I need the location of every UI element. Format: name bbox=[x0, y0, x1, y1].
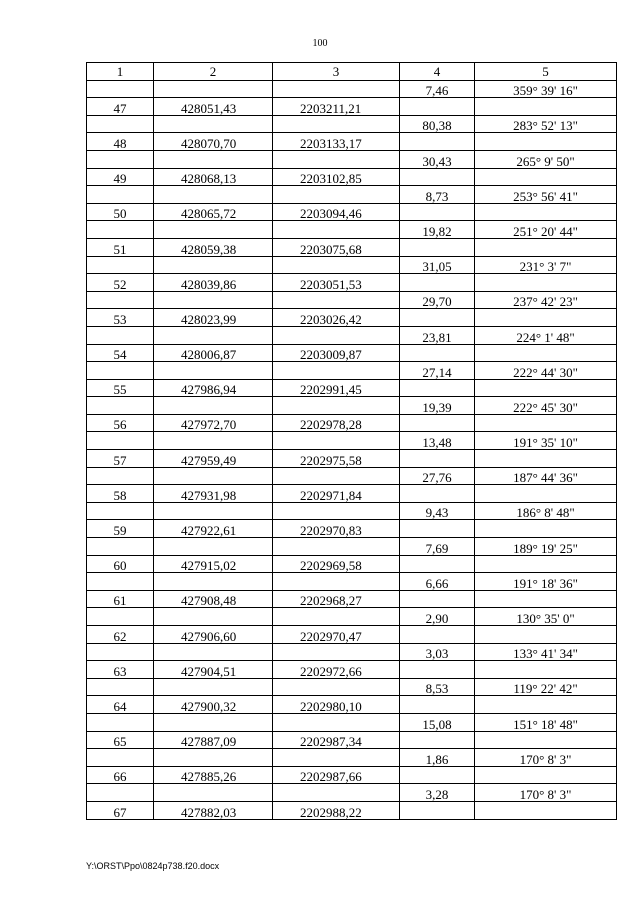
segment-row bbox=[87, 713, 617, 731]
point-number-cell bbox=[87, 643, 154, 661]
y-coordinate-cell bbox=[273, 538, 400, 556]
segment-row bbox=[87, 362, 617, 380]
segment-row bbox=[87, 432, 617, 450]
length-cell bbox=[400, 626, 475, 644]
x-coordinate-cell: 428065,72 bbox=[154, 203, 273, 221]
x-coordinate-cell bbox=[154, 115, 273, 133]
length-cell: 19,39 bbox=[400, 397, 475, 415]
y-coordinate-cell bbox=[273, 713, 400, 731]
y-coordinate-cell: 2203026,42 bbox=[273, 309, 400, 327]
y-coordinate-cell bbox=[273, 150, 400, 168]
direction-angle-cell bbox=[475, 801, 617, 819]
y-coordinate-cell: 2202968,27 bbox=[273, 590, 400, 608]
x-coordinate-cell: 427882,03 bbox=[154, 801, 273, 819]
x-coordinate-cell bbox=[154, 432, 273, 450]
segment-row bbox=[87, 150, 617, 168]
y-coordinate-cell: 2202980,10 bbox=[273, 696, 400, 714]
y-coordinate-cell bbox=[273, 221, 400, 239]
point-row bbox=[87, 766, 617, 784]
segment-row bbox=[87, 186, 617, 204]
point-row bbox=[87, 274, 617, 292]
direction-angle-cell: 170° 8' 3" bbox=[475, 749, 617, 767]
point-number-cell bbox=[87, 221, 154, 239]
direction-angle-cell: 133° 41' 34" bbox=[475, 643, 617, 661]
x-coordinate-cell bbox=[154, 713, 273, 731]
y-coordinate-cell bbox=[273, 256, 400, 274]
y-coordinate-cell bbox=[273, 502, 400, 520]
x-coordinate-cell bbox=[154, 749, 273, 767]
direction-angle-cell: 231° 3' 7" bbox=[475, 256, 617, 274]
segment-row bbox=[87, 643, 617, 661]
point-row bbox=[87, 344, 617, 362]
y-coordinate-cell bbox=[273, 80, 400, 98]
point-number-cell: 59 bbox=[87, 520, 154, 538]
point-number-cell bbox=[87, 397, 154, 415]
direction-angle-cell: 187° 44' 36" bbox=[475, 467, 617, 485]
x-coordinate-cell: 428023,99 bbox=[154, 309, 273, 327]
x-coordinate-cell bbox=[154, 643, 273, 661]
x-coordinate-cell bbox=[154, 326, 273, 344]
x-coordinate-cell: 428068,13 bbox=[154, 168, 273, 186]
segment-row bbox=[87, 326, 617, 344]
direction-angle-cell: 119° 22' 42" bbox=[475, 678, 617, 696]
direction-angle-cell: 265° 9' 50" bbox=[475, 150, 617, 168]
direction-angle-cell bbox=[475, 238, 617, 256]
direction-angle-cell bbox=[475, 590, 617, 608]
direction-angle-cell: 283° 52' 13" bbox=[475, 115, 617, 133]
point-number-cell: 62 bbox=[87, 626, 154, 644]
y-coordinate-cell bbox=[273, 467, 400, 485]
length-cell bbox=[400, 801, 475, 819]
x-coordinate-cell bbox=[154, 784, 273, 802]
point-number-cell bbox=[87, 362, 154, 380]
length-cell: 7,46 bbox=[400, 80, 475, 98]
length-cell: 31,05 bbox=[400, 256, 475, 274]
length-cell: 6,66 bbox=[400, 573, 475, 591]
point-number-cell bbox=[87, 608, 154, 626]
length-cell bbox=[400, 379, 475, 397]
length-cell: 30,43 bbox=[400, 150, 475, 168]
direction-angle-cell: 186° 8' 48" bbox=[475, 502, 617, 520]
x-coordinate-cell bbox=[154, 150, 273, 168]
column-header-2: 2 bbox=[154, 63, 273, 81]
direction-angle-cell bbox=[475, 344, 617, 362]
y-coordinate-cell bbox=[273, 608, 400, 626]
direction-angle-cell bbox=[475, 98, 617, 116]
y-coordinate-cell bbox=[273, 573, 400, 591]
column-header-3: 3 bbox=[273, 63, 400, 81]
length-cell: 3,28 bbox=[400, 784, 475, 802]
segment-row bbox=[87, 608, 617, 626]
length-cell bbox=[400, 696, 475, 714]
y-coordinate-cell: 2203075,68 bbox=[273, 238, 400, 256]
coordinates-table bbox=[86, 62, 617, 820]
point-number-cell bbox=[87, 291, 154, 309]
point-number-cell bbox=[87, 502, 154, 520]
segment-row bbox=[87, 397, 617, 415]
direction-angle-cell bbox=[475, 414, 617, 432]
length-cell bbox=[400, 414, 475, 432]
length-cell: 9,43 bbox=[400, 502, 475, 520]
x-coordinate-cell bbox=[154, 467, 273, 485]
point-number-cell bbox=[87, 186, 154, 204]
length-cell: 19,82 bbox=[400, 221, 475, 239]
y-coordinate-cell bbox=[273, 784, 400, 802]
segment-row bbox=[87, 291, 617, 309]
x-coordinate-cell: 427959,49 bbox=[154, 450, 273, 468]
page-number: 100 bbox=[312, 38, 328, 49]
x-coordinate-cell: 427908,48 bbox=[154, 590, 273, 608]
length-cell: 2,90 bbox=[400, 608, 475, 626]
length-cell: 29,70 bbox=[400, 291, 475, 309]
point-row bbox=[87, 661, 617, 679]
point-row bbox=[87, 520, 617, 538]
y-coordinate-cell: 2202991,45 bbox=[273, 379, 400, 397]
y-coordinate-cell: 2203102,85 bbox=[273, 168, 400, 186]
segment-row bbox=[87, 573, 617, 591]
point-number-cell: 65 bbox=[87, 731, 154, 749]
table-header-row bbox=[87, 63, 617, 81]
point-number-cell bbox=[87, 467, 154, 485]
direction-angle-cell: 191° 18' 36" bbox=[475, 573, 617, 591]
point-number-cell bbox=[87, 573, 154, 591]
x-coordinate-cell: 428006,87 bbox=[154, 344, 273, 362]
length-cell bbox=[400, 661, 475, 679]
direction-angle-cell: 222° 45' 30" bbox=[475, 397, 617, 415]
length-cell bbox=[400, 766, 475, 784]
length-cell: 7,69 bbox=[400, 538, 475, 556]
direction-angle-cell: 189° 19' 25" bbox=[475, 538, 617, 556]
y-coordinate-cell bbox=[273, 326, 400, 344]
length-cell: 1,86 bbox=[400, 749, 475, 767]
point-row bbox=[87, 168, 617, 186]
x-coordinate-cell: 427922,61 bbox=[154, 520, 273, 538]
point-row bbox=[87, 203, 617, 221]
point-number-cell: 60 bbox=[87, 555, 154, 573]
point-number-cell: 49 bbox=[87, 168, 154, 186]
length-cell bbox=[400, 344, 475, 362]
length-cell: 13,48 bbox=[400, 432, 475, 450]
x-coordinate-cell bbox=[154, 397, 273, 415]
y-coordinate-cell: 2202978,28 bbox=[273, 414, 400, 432]
y-coordinate-cell bbox=[273, 643, 400, 661]
segment-row bbox=[87, 538, 617, 556]
x-coordinate-cell: 427900,32 bbox=[154, 696, 273, 714]
direction-angle-cell bbox=[475, 520, 617, 538]
x-coordinate-cell: 427931,98 bbox=[154, 485, 273, 503]
segment-row bbox=[87, 502, 617, 520]
direction-angle-cell: 130° 35' 0" bbox=[475, 608, 617, 626]
document-file-path: Y:\ORST\Ppo\0824p738.f20.docx bbox=[86, 861, 220, 871]
x-coordinate-cell: 428070,70 bbox=[154, 133, 273, 151]
point-number-cell: 47 bbox=[87, 98, 154, 116]
column-header-4: 4 bbox=[400, 63, 475, 81]
point-row bbox=[87, 485, 617, 503]
point-number-cell bbox=[87, 150, 154, 168]
direction-angle-cell: 253° 56' 41" bbox=[475, 186, 617, 204]
point-row bbox=[87, 133, 617, 151]
y-coordinate-cell bbox=[273, 291, 400, 309]
point-row bbox=[87, 696, 617, 714]
point-row bbox=[87, 238, 617, 256]
point-number-cell: 54 bbox=[87, 344, 154, 362]
x-coordinate-cell: 428059,38 bbox=[154, 238, 273, 256]
point-number-cell: 67 bbox=[87, 801, 154, 819]
x-coordinate-cell: 427986,94 bbox=[154, 379, 273, 397]
length-cell: 3,03 bbox=[400, 643, 475, 661]
x-coordinate-cell bbox=[154, 502, 273, 520]
x-coordinate-cell: 428051,43 bbox=[154, 98, 273, 116]
segment-row bbox=[87, 784, 617, 802]
point-row bbox=[87, 379, 617, 397]
segment-row bbox=[87, 256, 617, 274]
y-coordinate-cell: 2202987,34 bbox=[273, 731, 400, 749]
direction-angle-cell: 237° 42' 23" bbox=[475, 291, 617, 309]
length-cell bbox=[400, 309, 475, 327]
point-number-cell bbox=[87, 749, 154, 767]
y-coordinate-cell bbox=[273, 397, 400, 415]
x-coordinate-cell bbox=[154, 291, 273, 309]
direction-angle-cell: 224° 1' 48" bbox=[475, 326, 617, 344]
y-coordinate-cell bbox=[273, 432, 400, 450]
y-coordinate-cell: 2203211,21 bbox=[273, 98, 400, 116]
length-cell: 27,14 bbox=[400, 362, 475, 380]
point-number-cell bbox=[87, 538, 154, 556]
direction-angle-cell bbox=[475, 309, 617, 327]
point-number-cell: 66 bbox=[87, 766, 154, 784]
direction-angle-cell: 251° 20' 44" bbox=[475, 221, 617, 239]
point-row bbox=[87, 626, 617, 644]
direction-angle-cell bbox=[475, 661, 617, 679]
y-coordinate-cell: 2202971,84 bbox=[273, 485, 400, 503]
y-coordinate-cell: 2202969,58 bbox=[273, 555, 400, 573]
direction-angle-cell: 359° 39' 16" bbox=[475, 80, 617, 98]
x-coordinate-cell bbox=[154, 573, 273, 591]
column-header-1: 1 bbox=[87, 63, 154, 81]
point-number-cell: 63 bbox=[87, 661, 154, 679]
segment-row bbox=[87, 678, 617, 696]
length-cell bbox=[400, 590, 475, 608]
direction-angle-cell bbox=[475, 626, 617, 644]
direction-angle-cell: 222° 44' 30" bbox=[475, 362, 617, 380]
point-row bbox=[87, 414, 617, 432]
length-cell bbox=[400, 238, 475, 256]
direction-angle-cell bbox=[475, 379, 617, 397]
y-coordinate-cell bbox=[273, 678, 400, 696]
direction-angle-cell: 191° 35' 10" bbox=[475, 432, 617, 450]
point-number-cell: 58 bbox=[87, 485, 154, 503]
direction-angle-cell: 170° 8' 3" bbox=[475, 784, 617, 802]
point-number-cell: 48 bbox=[87, 133, 154, 151]
length-cell bbox=[400, 98, 475, 116]
y-coordinate-cell: 2202988,22 bbox=[273, 801, 400, 819]
segment-row bbox=[87, 115, 617, 133]
point-number-cell: 51 bbox=[87, 238, 154, 256]
y-coordinate-cell: 2203051,53 bbox=[273, 274, 400, 292]
length-cell: 23,81 bbox=[400, 326, 475, 344]
point-number-cell: 61 bbox=[87, 590, 154, 608]
length-cell: 15,08 bbox=[400, 713, 475, 731]
length-cell bbox=[400, 520, 475, 538]
point-number-cell bbox=[87, 432, 154, 450]
x-coordinate-cell: 427887,09 bbox=[154, 731, 273, 749]
point-row bbox=[87, 731, 617, 749]
point-number-cell: 55 bbox=[87, 379, 154, 397]
length-cell: 8,73 bbox=[400, 186, 475, 204]
point-number-cell bbox=[87, 678, 154, 696]
y-coordinate-cell bbox=[273, 362, 400, 380]
y-coordinate-cell: 2202975,58 bbox=[273, 450, 400, 468]
y-coordinate-cell bbox=[273, 115, 400, 133]
x-coordinate-cell bbox=[154, 678, 273, 696]
point-row bbox=[87, 98, 617, 116]
point-number-cell: 56 bbox=[87, 414, 154, 432]
x-coordinate-cell: 427904,51 bbox=[154, 661, 273, 679]
direction-angle-cell bbox=[475, 203, 617, 221]
x-coordinate-cell: 427906,60 bbox=[154, 626, 273, 644]
direction-angle-cell bbox=[475, 450, 617, 468]
length-cell bbox=[400, 555, 475, 573]
length-cell bbox=[400, 203, 475, 221]
length-cell bbox=[400, 450, 475, 468]
point-number-cell: 57 bbox=[87, 450, 154, 468]
direction-angle-cell bbox=[475, 555, 617, 573]
x-coordinate-cell: 428039,86 bbox=[154, 274, 273, 292]
length-cell bbox=[400, 731, 475, 749]
point-number-cell bbox=[87, 784, 154, 802]
point-row bbox=[87, 450, 617, 468]
point-number-cell bbox=[87, 713, 154, 731]
point-number-cell: 50 bbox=[87, 203, 154, 221]
direction-angle-cell: 151° 18' 48" bbox=[475, 713, 617, 731]
x-coordinate-cell bbox=[154, 608, 273, 626]
segment-row bbox=[87, 80, 617, 98]
point-row bbox=[87, 590, 617, 608]
point-number-cell bbox=[87, 115, 154, 133]
point-number-cell: 53 bbox=[87, 309, 154, 327]
point-row bbox=[87, 309, 617, 327]
y-coordinate-cell: 2202970,83 bbox=[273, 520, 400, 538]
x-coordinate-cell bbox=[154, 362, 273, 380]
direction-angle-cell bbox=[475, 766, 617, 784]
point-number-cell bbox=[87, 326, 154, 344]
length-cell bbox=[400, 485, 475, 503]
point-number-cell bbox=[87, 80, 154, 98]
x-coordinate-cell bbox=[154, 256, 273, 274]
y-coordinate-cell bbox=[273, 186, 400, 204]
x-coordinate-cell: 427885,26 bbox=[154, 766, 273, 784]
y-coordinate-cell: 2203094,46 bbox=[273, 203, 400, 221]
segment-row bbox=[87, 221, 617, 239]
length-cell bbox=[400, 133, 475, 151]
y-coordinate-cell: 2202987,66 bbox=[273, 766, 400, 784]
length-cell: 80,38 bbox=[400, 115, 475, 133]
direction-angle-cell bbox=[475, 731, 617, 749]
column-header-5: 5 bbox=[475, 63, 617, 81]
segment-row bbox=[87, 749, 617, 767]
length-cell: 8,53 bbox=[400, 678, 475, 696]
direction-angle-cell bbox=[475, 485, 617, 503]
direction-angle-cell bbox=[475, 274, 617, 292]
point-row bbox=[87, 801, 617, 819]
length-cell bbox=[400, 168, 475, 186]
y-coordinate-cell: 2203133,17 bbox=[273, 133, 400, 151]
y-coordinate-cell: 2202970,47 bbox=[273, 626, 400, 644]
point-number-cell bbox=[87, 256, 154, 274]
x-coordinate-cell: 427915,02 bbox=[154, 555, 273, 573]
x-coordinate-cell: 427972,70 bbox=[154, 414, 273, 432]
direction-angle-cell bbox=[475, 168, 617, 186]
x-coordinate-cell bbox=[154, 186, 273, 204]
y-coordinate-cell: 2202972,66 bbox=[273, 661, 400, 679]
direction-angle-cell bbox=[475, 696, 617, 714]
length-cell: 27,76 bbox=[400, 467, 475, 485]
point-number-cell: 52 bbox=[87, 274, 154, 292]
x-coordinate-cell bbox=[154, 221, 273, 239]
point-number-cell: 64 bbox=[87, 696, 154, 714]
x-coordinate-cell bbox=[154, 80, 273, 98]
segment-row bbox=[87, 467, 617, 485]
length-cell bbox=[400, 274, 475, 292]
direction-angle-cell bbox=[475, 133, 617, 151]
table-body bbox=[87, 80, 617, 819]
point-row bbox=[87, 555, 617, 573]
y-coordinate-cell bbox=[273, 749, 400, 767]
y-coordinate-cell: 2203009,87 bbox=[273, 344, 400, 362]
x-coordinate-cell bbox=[154, 538, 273, 556]
